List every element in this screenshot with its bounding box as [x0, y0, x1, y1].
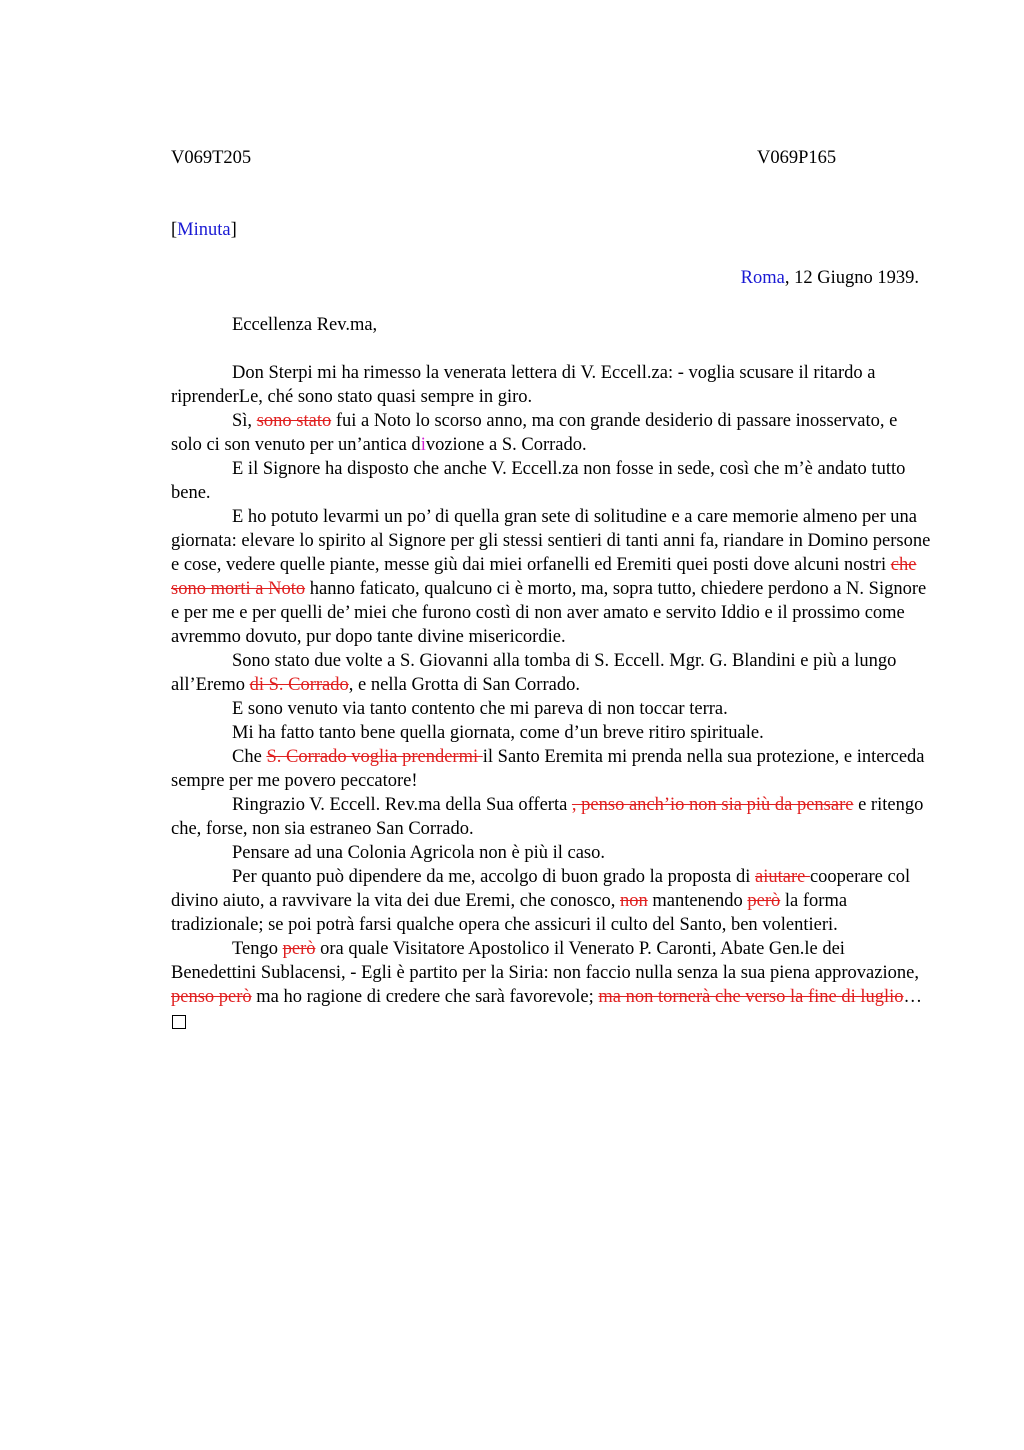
deleted-text: S. Corrado voglia prendermi: [266, 747, 483, 767]
paragraph-9: [171, 793, 931, 841]
text-run: Per quanto può dipendere da me, accolgo di buon grado la proposta di: [232, 867, 755, 887]
text-run: Sono stato due volte a S. Giovanni alla tomba di S. Eccell. Mgr. G. Blandini e più a lungo all’Eremo: [171, 651, 897, 695]
paragraph-11: [171, 865, 931, 937]
paragraph-10: Pensare ad una Colonia Agricola non è più il caso.: [232, 843, 605, 863]
deleted-text: però: [282, 939, 316, 959]
text-run: e ritengo che, forse, non sia estraneo San Corrado.: [171, 795, 924, 839]
deleted-text: ma non tornerà che verso la fine di luglio: [598, 987, 904, 1007]
minuta-bracket-open: [: [171, 220, 178, 240]
text-run: Tengo: [232, 939, 283, 959]
paragraph-2: [171, 409, 931, 457]
end-marker-box-icon: [172, 1015, 186, 1029]
paragraph-4: [171, 505, 931, 649]
deleted-text: , penso anch’io non sia più da pensare: [571, 795, 854, 815]
text-run: Sì,: [232, 411, 257, 431]
text-run: fui a Noto lo scorso anno, ma con grande desiderio di passare inosservato, e solo ci son venuto per un’antica d: [171, 411, 898, 455]
text-run: vozione a S. Corrado.: [425, 435, 587, 455]
date-text: , 12 Giugno 1939.: [784, 268, 919, 288]
deleted-text: sono stato: [256, 411, 332, 431]
text-run: hanno faticato, qualcuno ci è morto, ma, sopra tutto, chiedere perdono a N. Signore e per me e per quelli de’ miei che furono costì di non aver amato e servito Iddio e il prossimo come avremmo dovuto, pur dopo tante divine misericordie.: [171, 579, 927, 647]
text-run: la forma tradizionale; se poi potrà farsi qualche opera che assicuri il culto del Santo, ben volentieri.: [171, 891, 848, 935]
minuta-label: [171, 219, 237, 241]
deleted-text: aiutare: [755, 867, 810, 887]
document-code-right: V069P165: [757, 148, 837, 168]
letter-body: [171, 361, 931, 1029]
document-code-left: V069T205: [171, 148, 252, 168]
deleted-text: di S. Corrado: [249, 675, 349, 695]
deleted-text: non: [619, 891, 648, 911]
place-link[interactable]: Roma: [740, 268, 785, 288]
paragraph-6: E sono venuto via tanto contento che mi pareva di non toccar terra.: [232, 699, 728, 719]
text-run: ora quale Visitatore Apostolico il Venerato P. Caronti, Abate Gen.le dei Benedettini Sublacensi, - Egli è partito per la Siria: non faccio nulla senza la sua piena approvazione,: [171, 939, 919, 983]
minuta-bracket-close: ]: [230, 220, 237, 240]
text-run: cooperare col divino aiuto, a ravvivare la vita dei due Eremi, che conosco,: [171, 867, 911, 911]
deleted-text: che sono morti a Noto: [171, 555, 917, 599]
deleted-text: penso però: [171, 987, 252, 1007]
text-run: Ringrazio V. Eccell. Rev.ma della Sua offerta: [232, 795, 572, 815]
paragraph-1: Don Sterpi mi ha rimesso la venerata lettera di V. Eccell.za: - voglia scusare il ritardo a riprenderLe, ché sono stato quasi sempre in giro.: [171, 363, 876, 407]
paragraph-12: [171, 937, 931, 1009]
text-run: il Santo Eremita mi prenda nella sua protezione, e interceda sempre per me povero peccatore!: [171, 747, 925, 791]
paragraph-8: [171, 745, 931, 793]
text-run: , e nella Grotta di San Corrado.: [348, 675, 580, 695]
paragraph-5: [171, 649, 931, 697]
dateline: [741, 267, 919, 289]
paragraph-7: Mi ha fatto tanto bene quella giornata, come d’un breve ritiro spirituale.: [232, 723, 764, 743]
deleted-text: però: [747, 891, 781, 911]
salutation: Eccellenza Rev.ma,: [232, 315, 378, 335]
paragraph-3: E il Signore ha disposto che anche V. Eccell.za non fosse in sede, così che m’è andato tutto bene.: [171, 459, 906, 503]
corrected-letter: i: [420, 435, 426, 455]
minuta-link[interactable]: Minuta: [177, 220, 231, 240]
text-run: Che: [232, 747, 267, 767]
text-run: E ho potuto levarmi un po’ di quella gran sete di solitudine e a care memorie almeno per una giornata: elevare lo spirito al Signore per gli stessi sentieri di tanti anni fa, riandare in Domino persone e cose, vedere quelle piante, messe giù dai miei orfanelli ed Eremiti quei posti dove alcuni nostri: [171, 507, 931, 575]
text-run: …: [903, 987, 923, 1007]
text-run: mantenendo: [647, 891, 748, 911]
text-run: ma ho ragione di credere che sarà favorevole;: [251, 987, 599, 1007]
